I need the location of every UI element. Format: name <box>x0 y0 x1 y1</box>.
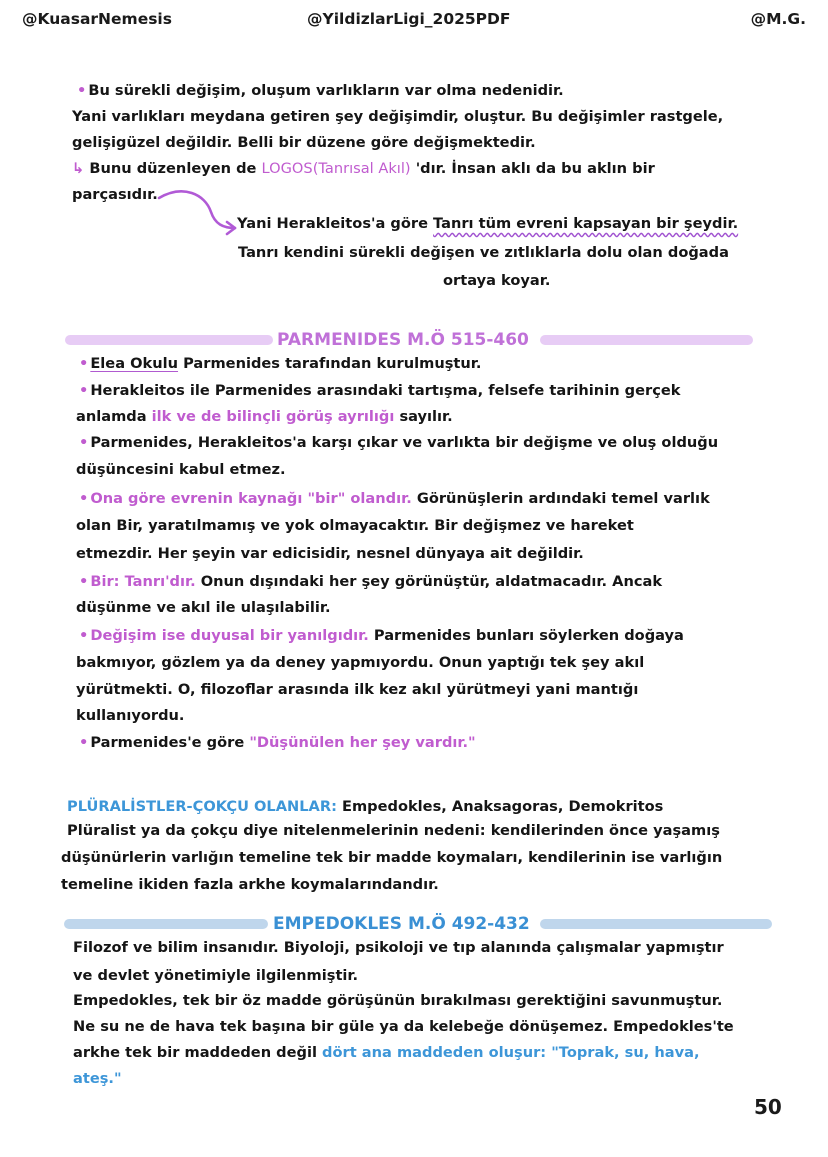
parmenides-title: PARMENIDES M.Ö 515-460 <box>277 330 529 350</box>
section-band-left <box>64 919 268 929</box>
curved-arrow-icon <box>155 188 245 238</box>
heraclitus-note-1: Yani Herakleitos'a göre Tanrı tüm evreni kapsayan bir şeydir. <box>237 215 739 232</box>
parmenides-point-5-cont: düşünme ve akıl ile ulaşılabilir. <box>76 599 331 616</box>
header-handle-right: @M.G. <box>750 10 806 28</box>
parmenides-point-6: • Değişim ise duyusal bir yanılgıdır. Parmenides bunları söylerken doğaya <box>79 627 684 644</box>
parmenides-point-7: • Parmenides'e göre "Düşünülen her şey vardır." <box>79 734 476 751</box>
parmenides-point-4-cont-1: olan Bir, yaratılmamış ve yok olmayacaktır. Bir değişmez ve hareket <box>76 517 634 534</box>
parmenides-point-5: • Bir: Tanrı'dır. Onun dışındaki her şey görünüştür, aldatmacadır. Ancak <box>79 573 663 590</box>
parmenides-point-4: • Ona göre evrenin kaynağı "bir" olandır. Görünüşlerin ardındaki temel varlık <box>79 490 710 507</box>
heraclitus-line-3: gelişigüzel değildir. Belli bir düzene göre değişmektedir. <box>72 134 536 151</box>
parmenides-point-1: • Elea Okulu Parmenides tarafından kurulmuştur. <box>79 355 482 372</box>
empedocles-line-4: Ne su ne de hava tek başına bir güle ya da kelebeğe dönüşemez. Empedokles'te <box>73 1018 734 1035</box>
parmenides-point-6-cont-1: bakmıyor, gözlem ya da deney yapmıyordu. Onun yaptığı tek şey akıl <box>76 654 645 671</box>
heraclitus-note-2: Tanrı kendini sürekli değişen ve zıtlıklarla dolu olan doğada <box>238 244 729 261</box>
section-band-left <box>65 335 273 345</box>
heraclitus-line-4: ↳ Bunu düzenleyen de LOGOS(Tanrısal Akıl) 'dır. İnsan aklı da bu aklın bir <box>72 160 655 177</box>
header-handle-center: @YildizlarLigi_2025PDF <box>307 10 511 28</box>
parmenides-point-4-cont-2: etmezdir. Her şeyin var edicisidir, nesnel dünyaya ait değildir. <box>76 545 584 562</box>
pluralists-line-3: temeline ikiden fazla arkhe koymalarındandır. <box>61 876 439 893</box>
parmenides-point-6-cont-2: yürütmekti. O, filozoflar arasında ilk kez akıl yürütmeyi yani mantığı <box>76 681 639 698</box>
empedocles-line-6: ateş." <box>73 1070 122 1087</box>
parmenides-point-2: • Herakleitos ile Parmenides arasındaki tartışma, felsefe tarihinin gerçek <box>79 382 681 399</box>
heraclitus-line-1: • Bu sürekli değişim, oluşum varlıkların var olma nedenidir. <box>77 82 564 99</box>
parmenides-point-3: • Parmenides, Herakleitos'a karşı çıkar ve varlıkta bir değişme ve oluş olduğu <box>79 434 719 451</box>
logos-highlight: LOGOS(Tanrısal Akıl) <box>261 160 411 177</box>
page-number: 50 <box>754 1095 782 1119</box>
parmenides-point-2-cont: anlamda ilk ve de bilinçli görüş ayrılığı sayılır. <box>76 408 453 425</box>
empedocles-title: EMPEDOKLES M.Ö 492-432 <box>273 914 530 934</box>
heraclitus-line-5: parçasıdır. <box>72 186 158 203</box>
empedocles-line-2: ve devlet yönetimiyle ilgilenmiştir. <box>73 967 359 984</box>
pluralists-heading: PLÜRALİSTLER-ÇOKÇU OLANLAR: Empedokles, Anaksagoras, Demokritos <box>67 798 664 815</box>
empedocles-line-5: arkhe tek bir maddeden değil dört ana maddeden oluşur: "Toprak, su, hava, <box>73 1044 700 1061</box>
empedocles-line-1: Filozof ve bilim insanıdır. Biyoloji, psikoloji ve tıp alanında çalışmalar yapmıştır <box>73 939 724 956</box>
parmenides-point-3-cont: düşüncesini kabul etmez. <box>76 461 286 478</box>
parmenides-point-6-cont-3: kullanıyordu. <box>76 707 185 724</box>
heraclitus-line-2: Yani varlıkları meydana getiren şey değişimdir, oluştur. Bu değişimler rastgele, <box>72 108 724 125</box>
header-handle-left: @KuasarNemesis <box>22 10 172 28</box>
arrow-icon: ↳ <box>72 160 85 177</box>
pluralists-line-2: düşünürlerin varlığın temeline tek bir madde koymaları, kendilerinin ise varlığın <box>61 849 723 866</box>
section-band-right <box>540 919 772 929</box>
heraclitus-note-3: ortaya koyar. <box>443 272 551 289</box>
section-band-right <box>540 335 753 345</box>
pluralists-line-1: Plüralist ya da çokçu diye nitelenmelerinin nedeni: kendilerinden önce yaşamış <box>67 822 720 839</box>
empedocles-line-3: Empedokles, tek bir öz madde görüşünün bırakılması gerektiğini savunmuştur. <box>73 992 723 1009</box>
